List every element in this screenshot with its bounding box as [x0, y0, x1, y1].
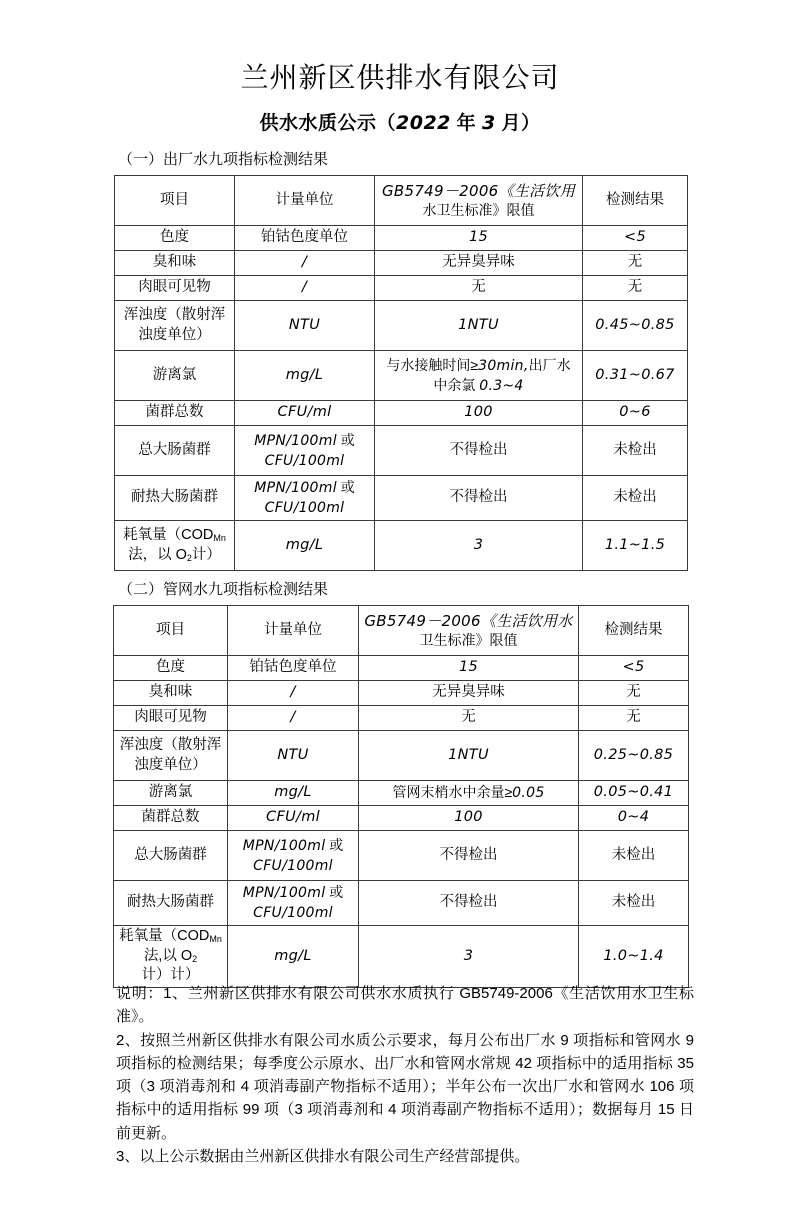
subtitle-prefix: 供水水质公示（ — [259, 113, 397, 134]
table-row — [114, 806, 689, 831]
unit-line1: MPN/100ml — [254, 480, 337, 497]
cell-item-line1: 浑浊度（散射浑 — [123, 306, 226, 323]
cell-unit: 铂钴色度单位 — [235, 226, 375, 251]
note-3: 3、以上公示数据由兰州新区供排水有限公司生产经营部提供。 — [116, 1147, 530, 1165]
item-text-b: 法，以 O — [128, 546, 187, 563]
cell-limit: 无 — [359, 706, 579, 731]
cell-result: 1.0~1.4 — [579, 926, 689, 988]
col-header-unit: 计量单位 — [235, 176, 375, 226]
cell-limit: 15 — [359, 656, 579, 681]
cell-item-line2: 浊度单位） — [134, 756, 207, 773]
cell-unit: 铂钴色度单位 — [228, 656, 359, 681]
table-row — [115, 301, 688, 351]
col-header-result: 检测结果 — [583, 176, 688, 226]
cell-unit: CFU/ml — [228, 806, 359, 831]
standard-code-line1: GB5749－2006《生活饮用水 — [364, 611, 573, 630]
cell-result: 0.05~0.41 — [579, 781, 689, 806]
cell-item: 游离氯 — [114, 781, 228, 806]
cell-result: 无 — [579, 706, 689, 731]
cell-limit: 1NTU — [359, 731, 579, 781]
subtitle-mid: 年 — [450, 113, 482, 134]
note-2: 2、按照兰州新区供排水有限公司水质公示要求，每月公布出厂水 9 项指标和管网水 9 项指标的检测结果；每季度公示原水、出厂水和管网水常规 42 项指标中的适用指标 35 项（3 项消毒剂和 4 项消毒副产物指标不适用）；半年公布一次出厂水和管网水 106 项指标中的适用指标 99 项（3 项消毒剂和 4 项消毒副产物指标不适用）；数据每月 15 日前更新。 — [116, 1031, 694, 1142]
item-text-b: 法,以 O — [143, 947, 193, 964]
table-header-row — [115, 176, 688, 226]
cell-result: <5 — [583, 226, 688, 251]
section-caption-factory-water: （一）出厂水九项指标检测结果 — [118, 151, 329, 168]
table-row — [114, 681, 689, 706]
unit-conjunction: 或 — [325, 884, 344, 901]
cell-unit: NTU — [228, 731, 359, 781]
cell-unit: mg/L — [228, 781, 359, 806]
cell-item: 游离氯 — [115, 351, 235, 401]
cell-unit — [228, 881, 359, 926]
unit-conjunction: 或 — [325, 836, 344, 853]
item-subscript-mn: Mn — [209, 934, 222, 944]
cell-item: 色度 — [115, 226, 235, 251]
cell-limit: 不得检出 — [375, 476, 583, 521]
table-row — [114, 831, 689, 881]
cell-unit: mg/L — [235, 351, 375, 401]
cell-limit: 不得检出 — [359, 881, 579, 926]
cell-item: 菌群总数 — [114, 806, 228, 831]
unit-line2: CFU/100ml — [264, 452, 345, 469]
unit-conjunction: 或 — [336, 431, 355, 448]
cell-item: 耐热大肠菌群 — [114, 881, 228, 926]
col-header-standard-limit — [375, 176, 583, 226]
standard-code-line2: 水卫生标准》限值 — [422, 202, 535, 219]
cell-result: 无 — [583, 251, 688, 276]
cell-result: 1.1~1.5 — [583, 521, 688, 571]
cell-item: 菌群总数 — [115, 401, 235, 426]
notes-label: 说明： — [116, 985, 164, 1002]
limit-text-2: 出厂水 — [528, 356, 571, 373]
table-row — [114, 781, 689, 806]
cell-result: 无 — [579, 681, 689, 706]
item-text-c: 计） — [191, 546, 221, 563]
table-row — [115, 351, 688, 401]
table-network-water — [113, 605, 689, 988]
cell-item: 肉眼可见物 — [114, 706, 228, 731]
cell-result: 0.31~0.67 — [583, 351, 688, 401]
cell-unit: CFU/ml — [235, 401, 375, 426]
cell-item: 色度 — [114, 656, 228, 681]
cell-result: 未检出 — [583, 426, 688, 476]
note-1-text: 1、兰州新区供排水有限公司供水水质执行 GB5749-2006《生活饮用水卫生标准》。 — [116, 985, 694, 1026]
cell-result: 未检出 — [579, 881, 689, 926]
cell-item-line2: 浊度单位） — [138, 326, 211, 343]
table-row — [114, 731, 689, 781]
subtitle-year: 2022 — [396, 112, 451, 134]
cell-limit: 15 — [375, 226, 583, 251]
cell-item — [115, 301, 235, 351]
limit-text: 管网末梢水中余量≥ — [392, 784, 513, 801]
standard-code-line2: 卫生标准》限值 — [419, 632, 518, 649]
cell-item — [114, 731, 228, 781]
section-caption-network-water: （二）管网水九项指标检测结果 — [118, 581, 329, 598]
cell-unit: / — [228, 706, 359, 731]
unit-line2: CFU/100ml — [253, 857, 333, 874]
limit-value-1: 30min, — [478, 357, 529, 374]
unit-conjunction: 或 — [336, 479, 355, 496]
table-row — [115, 251, 688, 276]
cell-limit: 无异臭异味 — [375, 251, 583, 276]
item-text-c: 计）计） — [141, 967, 200, 984]
limit-text-3: 中余氯 — [433, 376, 480, 393]
item-subscript-mn: Mn — [213, 532, 226, 543]
page-subtitle — [0, 108, 800, 135]
cell-item: 耐热大肠菌群 — [115, 476, 235, 521]
unit-line1: MPN/100ml — [242, 837, 326, 854]
cell-unit: / — [235, 276, 375, 301]
table-row — [115, 426, 688, 476]
table-header-row — [114, 606, 689, 656]
cell-result: 未检出 — [583, 476, 688, 521]
table-row — [114, 706, 689, 731]
col-header-item: 项目 — [114, 606, 228, 656]
cell-limit: 无异臭异味 — [359, 681, 579, 706]
cell-result: 0~4 — [579, 806, 689, 831]
cell-unit: mg/L — [235, 521, 375, 571]
limit-value-2: 0.3~4 — [479, 377, 524, 394]
cell-item — [114, 926, 228, 988]
item-text-a: 耗氧量（COD — [119, 928, 210, 944]
table-row — [114, 656, 689, 681]
table-row — [114, 881, 689, 926]
table-row — [115, 476, 688, 521]
limit-text-1: 与水接触时间≥ — [386, 356, 479, 373]
cell-result: <5 — [579, 656, 689, 681]
item-text-a: 耗氧量（COD — [123, 526, 214, 543]
cell-item: 肉眼可见物 — [115, 276, 235, 301]
col-header-unit: 计量单位 — [228, 606, 359, 656]
cell-item: 总大肠菌群 — [115, 426, 235, 476]
unit-line1: MPN/100ml — [242, 885, 326, 902]
cell-item: 臭和味 — [114, 681, 228, 706]
cell-unit — [235, 426, 375, 476]
subtitle-suffix: 月） — [495, 113, 541, 134]
cell-limit: 3 — [359, 926, 579, 988]
cell-item — [115, 521, 235, 571]
cell-unit: mg/L — [228, 926, 359, 988]
cell-unit: / — [228, 681, 359, 706]
cell-item: 总大肠菌群 — [114, 831, 228, 881]
cell-limit: 无 — [375, 276, 583, 301]
table-row — [115, 226, 688, 251]
col-header-result: 检测结果 — [579, 606, 689, 656]
cell-limit: 3 — [375, 521, 583, 571]
cell-result: 0.45~0.85 — [583, 301, 688, 351]
subtitle-month: 3 — [481, 112, 496, 134]
cell-result: 0~6 — [583, 401, 688, 426]
unit-line2: CFU/100ml — [264, 500, 345, 516]
cell-limit — [359, 781, 579, 806]
page-title: 兰州新区供排水有限公司 — [240, 63, 560, 94]
cell-unit: / — [235, 251, 375, 276]
notes-block — [116, 982, 694, 1168]
cell-limit: 1NTU — [375, 301, 583, 351]
unit-line1: MPN/100ml — [254, 432, 337, 449]
table-row — [115, 401, 688, 426]
standard-code-line1: GB5749－2006《生活饮用 — [381, 181, 576, 200]
cell-item-line1: 浑浊度（散射浑 — [119, 736, 222, 753]
cell-unit — [235, 476, 375, 521]
table-row — [115, 276, 688, 301]
cell-limit: 100 — [359, 806, 579, 831]
cell-limit: 不得检出 — [375, 426, 583, 476]
cell-limit: 100 — [375, 401, 583, 426]
col-header-item: 项目 — [115, 176, 235, 226]
note-1 — [116, 982, 694, 1029]
cell-unit — [228, 831, 359, 881]
cell-result: 0.25~0.85 — [579, 731, 689, 781]
item-subscript-2: 2 — [192, 953, 198, 964]
unit-line2: CFU/100ml — [253, 905, 333, 921]
cell-result: 无 — [583, 276, 688, 301]
table-factory-water — [114, 175, 688, 571]
table-row — [114, 926, 689, 988]
item-subscript-2: 2 — [186, 552, 192, 563]
table-row — [115, 521, 688, 571]
cell-limit — [375, 351, 583, 401]
limit-value: 0.05 — [512, 785, 545, 802]
cell-unit: NTU — [235, 301, 375, 351]
cell-limit: 不得检出 — [359, 831, 579, 881]
cell-item: 臭和味 — [115, 251, 235, 276]
col-header-standard-limit — [359, 606, 579, 656]
cell-result: 未检出 — [579, 831, 689, 881]
